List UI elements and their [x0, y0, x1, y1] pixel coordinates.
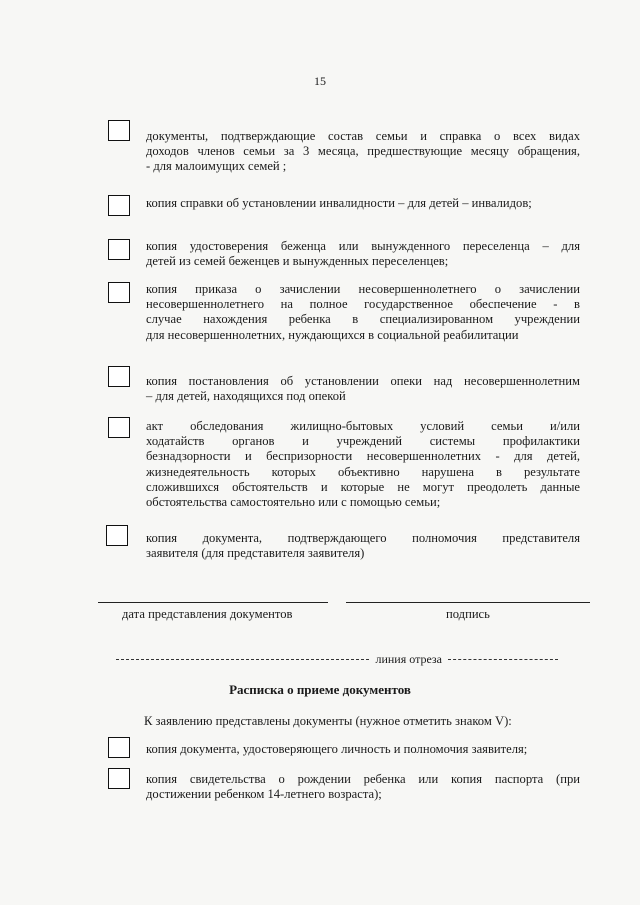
checkbox[interactable] [108, 366, 130, 387]
checkbox[interactable] [108, 239, 130, 260]
receipt-title: Расписка о приеме документов [229, 682, 411, 697]
item-text: копия справки об установлении инвалидности – для детей – инвалидов; [146, 196, 532, 210]
cut-line [116, 652, 558, 667]
checkbox[interactable] [108, 195, 130, 216]
item-text: копия свидетельства о рождении ребенка или копия паспорта (при достижении ребенком 14-летнего возраста); [146, 772, 580, 802]
cut-dash-left [116, 659, 369, 660]
item-text: копия документа, удостоверяющего личность и полномочия заявителя; [146, 742, 528, 756]
item-text: документы, подтверждающие состав семьи и справка о всех видах доходов членов семьи за 3 месяца, предшествующие месяцу обращения, - для малоимущих семей ; [146, 129, 580, 174]
item-text: копия удостоверения беженца или вынужденного переселенца – для детей из семей беженцев и вынужденных переселенцев; [146, 239, 580, 269]
item-text: копия документа, подтверждающего полномочия представителя заявителя (для представителя заявителя) [146, 531, 580, 561]
checkbox[interactable] [108, 120, 130, 141]
checkbox[interactable] [108, 768, 130, 789]
signature-label: подпись [446, 607, 490, 621]
date-label: дата представления документов [122, 607, 293, 621]
checkbox[interactable] [108, 282, 130, 303]
checkbox[interactable] [106, 525, 128, 546]
checkbox[interactable] [108, 417, 130, 438]
cut-dash-right [448, 659, 558, 660]
item-text: акт обследования жилищно-бытовых условий семьи и/или ходатайств органов и учреждений системы профилактики безнадзорности и беспризорности несовершеннолетних - для детей, жизнедеятельность которых объективно нарушена в результате сложившихся обстоятельств и которые не могут преодолеть данные обстоятельства самостоятельно или с помощью семьи; [146, 419, 580, 510]
checkbox[interactable] [108, 737, 130, 758]
item-text: копия приказа о зачислении несовершеннолетнего о зачислении несовершеннолетнего на полное государственное обеспечение - в случае нахождения ребенка в специализированном учреждении для несовершеннолетних, нуждающихся в социальной реабилитации [146, 282, 580, 342]
signature-line[interactable] [346, 602, 590, 603]
date-line[interactable] [98, 602, 328, 603]
receipt-intro: К заявлению представлены документы (нужное отметить знаком V): [144, 714, 512, 728]
cut-line-label: линия отреза [375, 652, 442, 666]
page-number: 15 [314, 74, 326, 88]
item-text: копия постановления об установлении опеки над несовершеннолетним – для детей, находящихся под опекой [146, 374, 580, 404]
